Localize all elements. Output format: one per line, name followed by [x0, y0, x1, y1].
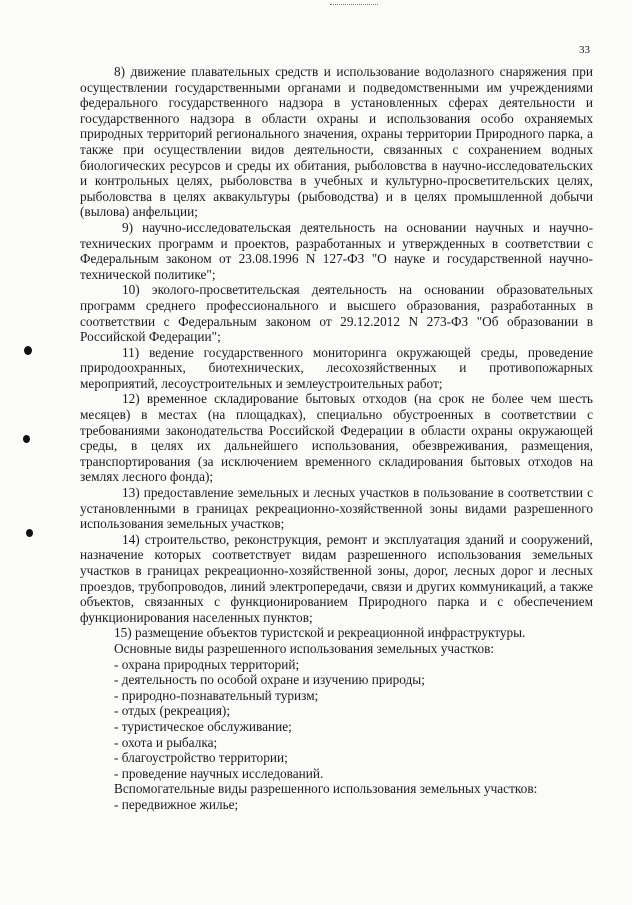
main-use-item: - проведение научных исследований.	[114, 765, 324, 781]
main-use-item: - отдых (рекреация);	[114, 703, 231, 719]
main-use-item: - природно-познавательный туризм;	[114, 687, 319, 703]
paragraph-item-15: 15) размещение объектов туристской и рекреационной инфраструктуры.	[114, 625, 526, 641]
scan-artifact	[330, 4, 378, 8]
page-number: 33	[579, 44, 590, 56]
main-uses-heading: Основные виды разрешенного использования земельных участков:	[114, 640, 495, 656]
document-body	[80, 64, 593, 813]
binder-hole-mark	[23, 435, 30, 443]
main-use-item: - туристическое обслуживание;	[114, 718, 292, 734]
main-use-item: - охрана природных территорий;	[114, 656, 300, 672]
paragraph-item-14: 14) строительство, реконструкция, ремонт и эксплуатация зданий и сооружений, назначение которых соответствует видам разрешенного использования земельных участков в границах рекреационно-хозяйственной зоны, дорог, лесных дорог и лесных проездов, трубопроводов, линий электропередачи, связи и других коммуникаций, а также объектов, связанных с функционированием Природного парка и с обеспечением функционирования населенных пунктов;	[80, 531, 593, 625]
paragraph-item-12: 12) временное складирование бытовых отходов (на срок не более чем шесть месяцев) в местах (на площадках), специально обустроенных в соответствии с требованиями законодательства Российской Федерации в области охраны окружающей среды, в целях их дальнейшего использования, обезвреживания, размещения, транспортирования (за исключением временного складирования бытовых отходов на землях лесного фонда);	[80, 391, 593, 485]
aux-uses-heading: Вспомогательные виды разрешенного использования земельных участков:	[114, 781, 538, 797]
paragraph-item-8: 8) движение плавательных средств и использование водолазного снаряжения при осуществлении государственными органами и подведомственными им учреждениями федерального государственного надзора в установленных сферах деятельности и государственного надзора в области охраны и использования особо охраняемых природных территорий регионального значения, охраны территории Природного парка, а также при осуществлении видов деятельности, связанных с сохранением водных биологических ресурсов и среды их обитания, рыболовства в научно-исследовательских и контрольных целях, рыболовства в учебных и культурно-просветительских целях, рыболовства в целях аквакультуры (рыбоводства) и в целях промышленной добычи (вылова) анфельции;	[80, 64, 593, 220]
paragraph-item-9: 9) научно-исследовательская деятельность на основании научных и научно-технических программ и проектов, разработанных и утвержденных в соответствии с Федеральным законом от 23.08.1996 N 127-ФЗ "О науке и государственной научно-технической политике";	[80, 219, 593, 282]
paragraph-item-13: 13) предоставление земельных и лесных участков в пользование в соответствии с установленными в границах рекреационно-хозяйственной зоны видами разрешенного использования земельных участков;	[80, 485, 593, 532]
main-use-item: - охота и рыбалка;	[114, 734, 218, 750]
main-use-item: - благоустройство территории;	[114, 750, 288, 766]
binder-hole-mark	[24, 346, 32, 355]
aux-use-item: - передвижное жилье;	[114, 796, 239, 812]
paragraph-item-10: 10) эколого-просветительская деятельность на основании образовательных программ среднего профессионального и высшего образования, разработанных в соответствии с Федеральным законом от 29.12.2012 N 273-ФЗ "Об образовании в Российской Федерации";	[80, 282, 593, 345]
main-use-item: - деятельность по особой охране и изучению природы;	[114, 672, 425, 688]
binder-hole-mark	[26, 529, 33, 537]
paragraph-item-11: 11) ведение государственного мониторинга окружающей среды, проведение природоохранных, биотехнических, лесохозяйственных и противопожарных мероприятий, лесоустроительных и землеустроительных работ;	[80, 344, 593, 391]
